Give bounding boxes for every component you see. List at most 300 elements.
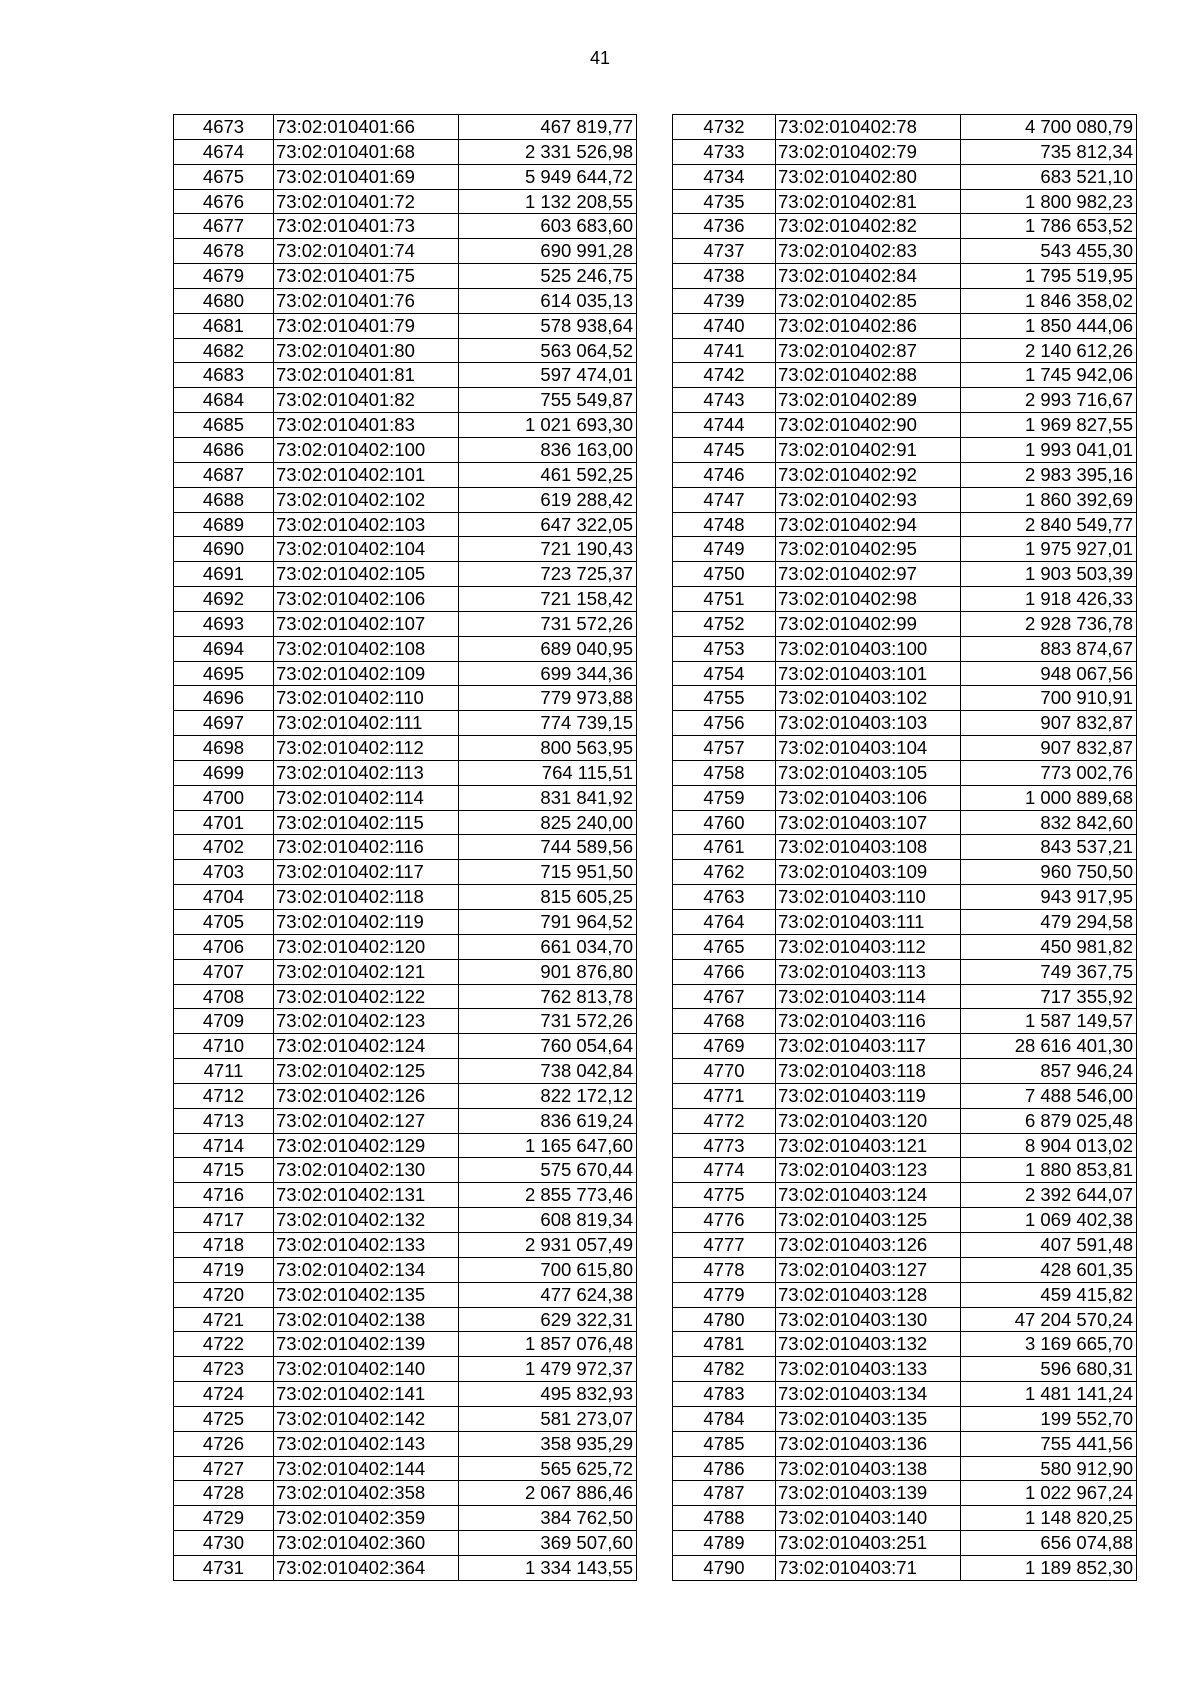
cadastral-number-cell: 73:02:010402:364 [274,1555,459,1580]
row-number-cell: 4688 [174,487,274,512]
cadastral-number-cell: 73:02:010402:122 [274,984,459,1009]
table-row [673,164,1137,189]
cadastral-number-cell: 73:02:010402:131 [274,1183,459,1208]
value-cell: 1 846 358,02 [961,288,1137,313]
row-number-cell: 4698 [174,736,274,761]
cadastral-number-cell: 73:02:010402:95 [776,537,961,562]
value-cell: 459 415,82 [961,1282,1137,1307]
cadastral-number-cell: 73:02:010403:251 [776,1531,961,1556]
value-cell: 2 928 736,78 [961,611,1137,636]
cadastral-number-cell: 73:02:010403:130 [776,1307,961,1332]
table-row [673,437,1137,462]
row-number-cell: 4684 [174,388,274,413]
table-row [174,562,637,587]
cadastral-number-cell: 73:02:010402:129 [274,1133,459,1158]
row-number-cell: 4767 [673,984,776,1009]
row-number-cell: 4700 [174,785,274,810]
table-row [174,189,637,214]
table-body [673,115,1137,1581]
cadastral-number-cell: 73:02:010401:72 [274,189,459,214]
value-cell: 2 983 395,16 [961,462,1137,487]
cadastral-number-cell: 73:02:010401:74 [274,239,459,264]
cadastral-number-cell: 73:02:010403:116 [776,1009,961,1034]
cadastral-number-cell: 73:02:010402:116 [274,835,459,860]
value-cell: 901 876,80 [459,959,637,984]
cadastral-number-cell: 73:02:010402:100 [274,437,459,462]
table-row [174,1059,637,1084]
value-cell: 1 022 967,24 [961,1481,1137,1506]
cadastral-number-cell: 73:02:010403:113 [776,959,961,984]
value-cell: 661 034,70 [459,934,637,959]
value-cell: 407 591,48 [961,1232,1137,1257]
table-row [673,115,1137,140]
table-row [673,910,1137,935]
row-number-cell: 4734 [673,164,776,189]
cadastral-number-cell: 73:02:010402:135 [274,1282,459,1307]
table-row [673,413,1137,438]
table-row [673,1357,1137,1382]
cadastral-number-cell: 73:02:010402:359 [274,1506,459,1531]
value-cell: 773 002,76 [961,760,1137,785]
row-number-cell: 4703 [174,860,274,885]
value-cell: 779 973,88 [459,686,637,711]
value-cell: 2 931 057,49 [459,1232,637,1257]
value-cell: 1 969 827,55 [961,413,1137,438]
cadastral-number-cell: 73:02:010401:81 [274,363,459,388]
table-row [174,835,637,860]
value-cell: 1 857 076,48 [459,1332,637,1357]
value-cell: 1 189 852,30 [961,1555,1137,1580]
cadastral-number-cell: 73:02:010402:105 [274,562,459,587]
table-row [673,736,1137,761]
cadastral-number-cell: 73:02:010402:108 [274,636,459,661]
cadastral-number-cell: 73:02:010402:141 [274,1382,459,1407]
row-number-cell: 4742 [673,363,776,388]
value-cell: 815 605,25 [459,885,637,910]
cadastral-number-cell: 73:02:010402:125 [274,1059,459,1084]
table-row [673,338,1137,363]
row-number-cell: 4693 [174,611,274,636]
value-cell: 831 841,92 [459,785,637,810]
cadastral-number-cell: 73:02:010402:98 [776,587,961,612]
value-cell: 1 000 889,68 [961,785,1137,810]
row-number-cell: 4768 [673,1009,776,1034]
table-row [673,1034,1137,1059]
row-number-cell: 4685 [174,413,274,438]
table-row [673,1257,1137,1282]
cadastral-number-cell: 73:02:010403:135 [776,1406,961,1431]
cadastral-number-cell: 73:02:010403:124 [776,1183,961,1208]
value-cell: 1 860 392,69 [961,487,1137,512]
value-cell: 8 904 013,02 [961,1133,1137,1158]
value-cell: 1 165 647,60 [459,1133,637,1158]
value-cell: 28 616 401,30 [961,1034,1137,1059]
value-cell: 907 832,87 [961,711,1137,736]
cadastral-number-cell: 73:02:010403:123 [776,1158,961,1183]
value-cell: 656 074,88 [961,1531,1137,1556]
value-cell: 843 537,21 [961,835,1137,860]
table-row [673,537,1137,562]
value-cell: 822 172,12 [459,1083,637,1108]
cadastral-number-cell: 73:02:010403:108 [776,835,961,860]
value-cell: 735 812,34 [961,139,1137,164]
value-cell: 7 488 546,00 [961,1083,1137,1108]
table-row [174,984,637,1009]
cadastral-number-cell: 73:02:010402:123 [274,1009,459,1034]
cadastral-number-cell: 73:02:010402:111 [274,711,459,736]
row-number-cell: 4689 [174,512,274,537]
row-number-cell: 4676 [174,189,274,214]
table-row [174,959,637,984]
cadastral-number-cell: 73:02:010403:140 [776,1506,961,1531]
table-row [174,661,637,686]
row-number-cell: 4758 [673,760,776,785]
row-number-cell: 4759 [673,785,776,810]
table-row [174,313,637,338]
cadastral-table-right [672,114,1137,1581]
row-number-cell: 4713 [174,1108,274,1133]
cadastral-number-cell: 73:02:010402:82 [776,214,961,239]
value-cell: 461 592,25 [459,462,637,487]
row-number-cell: 4731 [174,1555,274,1580]
cadastral-number-cell: 73:02:010403:134 [776,1382,961,1407]
row-number-cell: 4710 [174,1034,274,1059]
row-number-cell: 4708 [174,984,274,1009]
table-row [673,636,1137,661]
cadastral-number-cell: 73:02:010402:85 [776,288,961,313]
cadastral-number-cell: 73:02:010403:100 [776,636,961,661]
table-row [174,537,637,562]
row-number-cell: 4781 [673,1332,776,1357]
value-cell: 477 624,38 [459,1282,637,1307]
value-cell: 1 795 519,95 [961,264,1137,289]
row-number-cell: 4707 [174,959,274,984]
table-row [673,1158,1137,1183]
table-row [174,512,637,537]
cadastral-number-cell: 73:02:010403:112 [776,934,961,959]
table-row [673,1208,1137,1233]
table-row [174,1108,637,1133]
row-number-cell: 4723 [174,1357,274,1382]
cadastral-number-cell: 73:02:010402:133 [274,1232,459,1257]
row-number-cell: 4702 [174,835,274,860]
cadastral-number-cell: 73:02:010402:134 [274,1257,459,1282]
row-number-cell: 4683 [174,363,274,388]
table-row [174,934,637,959]
row-number-cell: 4706 [174,934,274,959]
cadastral-number-cell: 73:02:010402:93 [776,487,961,512]
value-cell: 1 786 653,52 [961,214,1137,239]
value-cell: 608 819,34 [459,1208,637,1233]
value-cell: 614 035,13 [459,288,637,313]
value-cell: 199 552,70 [961,1406,1137,1431]
row-number-cell: 4765 [673,934,776,959]
row-number-cell: 4778 [673,1257,776,1282]
cadastral-number-cell: 73:02:010401:69 [274,164,459,189]
value-cell: 1 021 693,30 [459,413,637,438]
value-cell: 596 680,31 [961,1357,1137,1382]
value-cell: 764 115,51 [459,760,637,785]
table-row [673,139,1137,164]
row-number-cell: 4788 [673,1506,776,1531]
table-row [174,1332,637,1357]
row-number-cell: 4737 [673,239,776,264]
cadastral-number-cell: 73:02:010403:119 [776,1083,961,1108]
row-number-cell: 4695 [174,661,274,686]
cadastral-number-cell: 73:02:010402:114 [274,785,459,810]
cadastral-number-cell: 73:02:010403:132 [776,1332,961,1357]
cadastral-number-cell: 73:02:010402:360 [274,1531,459,1556]
value-cell: 883 874,67 [961,636,1137,661]
table-row [673,1108,1137,1133]
row-number-cell: 4779 [673,1282,776,1307]
value-cell: 1 481 141,24 [961,1382,1137,1407]
table-row [174,388,637,413]
table-row [174,587,637,612]
value-cell: 597 474,01 [459,363,637,388]
row-number-cell: 4769 [673,1034,776,1059]
value-cell: 1 800 982,23 [961,189,1137,214]
cadastral-number-cell: 73:02:010402:119 [274,910,459,935]
row-number-cell: 4739 [673,288,776,313]
cadastral-number-cell: 73:02:010402:97 [776,562,961,587]
table-row [673,288,1137,313]
row-number-cell: 4730 [174,1531,274,1556]
row-number-cell: 4789 [673,1531,776,1556]
table-row [174,1382,637,1407]
row-number-cell: 4762 [673,860,776,885]
value-cell: 384 762,50 [459,1506,637,1531]
table-row [174,686,637,711]
value-cell: 762 813,78 [459,984,637,1009]
row-number-cell: 4691 [174,562,274,587]
value-cell: 4 700 080,79 [961,115,1137,140]
cadastral-number-cell: 73:02:010403:127 [776,1257,961,1282]
row-number-cell: 4711 [174,1059,274,1084]
value-cell: 717 355,92 [961,984,1137,1009]
cadastral-number-cell: 73:02:010402:126 [274,1083,459,1108]
cadastral-number-cell: 73:02:010402:121 [274,959,459,984]
row-number-cell: 4741 [673,338,776,363]
table-row [673,462,1137,487]
value-cell: 525 246,75 [459,264,637,289]
cadastral-number-cell: 73:02:010402:144 [274,1456,459,1481]
row-number-cell: 4763 [673,885,776,910]
cadastral-number-cell: 73:02:010403:107 [776,810,961,835]
table-row [174,214,637,239]
row-number-cell: 4784 [673,1406,776,1431]
table-row [174,338,637,363]
row-number-cell: 4680 [174,288,274,313]
row-number-cell: 4714 [174,1133,274,1158]
table-row [673,611,1137,636]
table-row [174,164,637,189]
cadastral-number-cell: 73:02:010402:80 [776,164,961,189]
row-number-cell: 4694 [174,636,274,661]
value-cell: 723 725,37 [459,562,637,587]
value-cell: 755 441,56 [961,1431,1137,1456]
row-number-cell: 4766 [673,959,776,984]
table-row [673,239,1137,264]
row-number-cell: 4681 [174,313,274,338]
value-cell: 629 322,31 [459,1307,637,1332]
cadastral-number-cell: 73:02:010402:143 [274,1431,459,1456]
value-cell: 836 619,24 [459,1108,637,1133]
row-number-cell: 4785 [673,1431,776,1456]
value-cell: 1 745 942,06 [961,363,1137,388]
table-row [673,760,1137,785]
row-number-cell: 4787 [673,1481,776,1506]
cadastral-number-cell: 73:02:010402:92 [776,462,961,487]
row-number-cell: 4746 [673,462,776,487]
row-number-cell: 4674 [174,139,274,164]
row-number-cell: 4675 [174,164,274,189]
row-number-cell: 4761 [673,835,776,860]
cadastral-number-cell: 73:02:010403:117 [776,1034,961,1059]
table-row [174,1158,637,1183]
value-cell: 960 750,50 [961,860,1137,885]
table-row [673,1531,1137,1556]
cadastral-number-cell: 73:02:010402:112 [274,736,459,761]
table-row [673,1059,1137,1084]
value-cell: 700 910,91 [961,686,1137,711]
cadastral-number-cell: 73:02:010402:86 [776,313,961,338]
table-row [673,1183,1137,1208]
cadastral-number-cell: 73:02:010403:128 [776,1282,961,1307]
row-number-cell: 4724 [174,1382,274,1407]
table-row [174,1456,637,1481]
cadastral-number-cell: 73:02:010402:139 [274,1332,459,1357]
value-cell: 832 842,60 [961,810,1137,835]
cadastral-number-cell: 73:02:010401:76 [274,288,459,313]
cadastral-number-cell: 73:02:010403:106 [776,785,961,810]
value-cell: 907 832,87 [961,736,1137,761]
table-row [174,1555,637,1580]
cadastral-number-cell: 73:02:010401:82 [274,388,459,413]
cadastral-number-cell: 73:02:010402:78 [776,115,961,140]
table-row [673,984,1137,1009]
value-cell: 6 879 025,48 [961,1108,1137,1133]
cadastral-number-cell: 73:02:010402:81 [776,189,961,214]
row-number-cell: 4755 [673,686,776,711]
table-row [673,835,1137,860]
table-row [673,1009,1137,1034]
value-cell: 738 042,84 [459,1059,637,1084]
row-number-cell: 4790 [673,1555,776,1580]
cadastral-number-cell: 73:02:010403:111 [776,910,961,935]
cadastral-number-cell: 73:02:010402:89 [776,388,961,413]
table-row [174,1183,637,1208]
table-row [174,1431,637,1456]
row-number-cell: 4783 [673,1382,776,1407]
cadastral-number-cell: 73:02:010401:75 [274,264,459,289]
row-number-cell: 4775 [673,1183,776,1208]
value-cell: 647 322,05 [459,512,637,537]
table-row [673,1406,1137,1431]
value-cell: 2 140 612,26 [961,338,1137,363]
cadastral-number-cell: 73:02:010403:139 [776,1481,961,1506]
table-row [673,885,1137,910]
value-cell: 1 132 208,55 [459,189,637,214]
value-cell: 358 935,29 [459,1431,637,1456]
table-row [673,1083,1137,1108]
row-number-cell: 4687 [174,462,274,487]
cadastral-number-cell: 73:02:010402:358 [274,1481,459,1506]
value-cell: 2 392 644,07 [961,1183,1137,1208]
table-row [174,785,637,810]
row-number-cell: 4725 [174,1406,274,1431]
row-number-cell: 4682 [174,338,274,363]
cadastral-number-cell: 73:02:010403:101 [776,661,961,686]
value-cell: 731 572,26 [459,611,637,636]
table-row [174,115,637,140]
table-row [174,860,637,885]
table-row [673,1382,1137,1407]
row-number-cell: 4751 [673,587,776,612]
row-number-cell: 4705 [174,910,274,935]
cadastral-number-cell: 73:02:010403:109 [776,860,961,885]
table-row [174,1531,637,1556]
table-row [174,711,637,736]
table-row [174,1506,637,1531]
cadastral-number-cell: 73:02:010401:79 [274,313,459,338]
row-number-cell: 4756 [673,711,776,736]
row-number-cell: 4721 [174,1307,274,1332]
table-row [174,1357,637,1382]
cadastral-number-cell: 73:02:010402:79 [776,139,961,164]
row-number-cell: 4782 [673,1357,776,1382]
cadastral-number-cell: 73:02:010403:125 [776,1208,961,1233]
row-number-cell: 4697 [174,711,274,736]
value-cell: 800 563,95 [459,736,637,761]
table-row [673,264,1137,289]
cadastral-number-cell: 73:02:010402:106 [274,587,459,612]
cadastral-number-cell: 73:02:010402:87 [776,338,961,363]
row-number-cell: 4738 [673,264,776,289]
value-cell: 948 067,56 [961,661,1137,686]
value-cell: 1 850 444,06 [961,313,1137,338]
value-cell: 3 169 665,70 [961,1332,1137,1357]
cadastral-number-cell: 73:02:010402:113 [274,760,459,785]
row-number-cell: 4677 [174,214,274,239]
value-cell: 791 964,52 [459,910,637,935]
table-row [174,1034,637,1059]
row-number-cell: 4696 [174,686,274,711]
table-row [174,1257,637,1282]
cadastral-number-cell: 73:02:010402:83 [776,239,961,264]
table-row [673,934,1137,959]
table-row [174,487,637,512]
row-number-cell: 4786 [673,1456,776,1481]
cadastral-number-cell: 73:02:010403:136 [776,1431,961,1456]
table-row [174,1083,637,1108]
value-cell: 495 832,93 [459,1382,637,1407]
cadastral-number-cell: 73:02:010401:80 [274,338,459,363]
table-row [174,1282,637,1307]
table-row [673,810,1137,835]
cadastral-number-cell: 73:02:010402:118 [274,885,459,910]
cadastral-number-cell: 73:02:010402:140 [274,1357,459,1382]
cadastral-number-cell: 73:02:010402:115 [274,810,459,835]
table-row [174,139,637,164]
value-cell: 690 991,28 [459,239,637,264]
cadastral-number-cell: 73:02:010402:138 [274,1307,459,1332]
table-row [673,1456,1137,1481]
row-number-cell: 4732 [673,115,776,140]
cadastral-number-cell: 73:02:010402:142 [274,1406,459,1431]
cadastral-number-cell: 73:02:010401:66 [274,115,459,140]
row-number-cell: 4750 [673,562,776,587]
